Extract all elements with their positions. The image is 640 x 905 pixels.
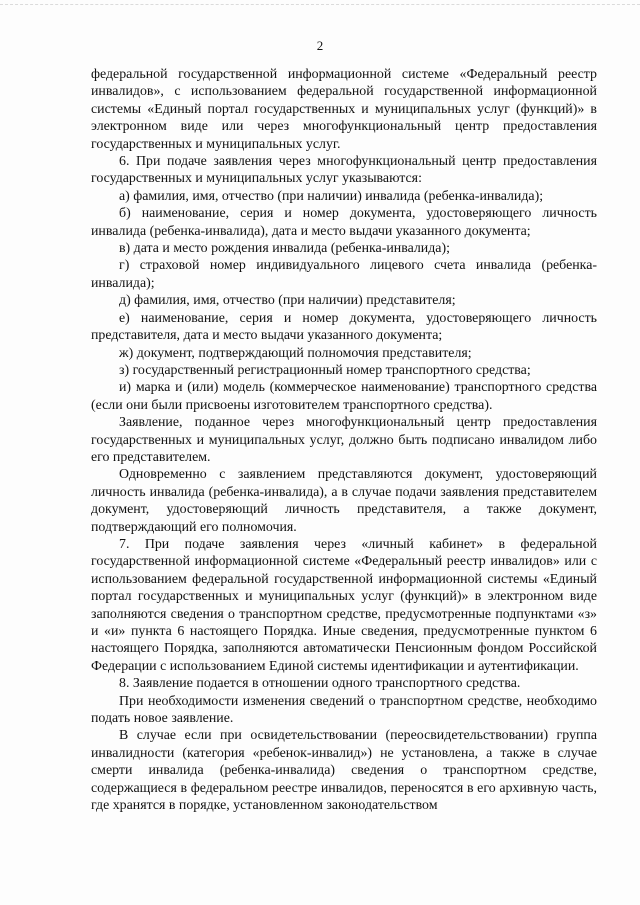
- paragraph-signature-rule: Заявление, поданное через многофункциональный центр предоставления государственных и муниципальных услуг, должно быть подписано инвалидом либо его представителем.: [91, 415, 597, 465]
- paragraph-subitem-g: г) страховой номер индивидуального лицевого счета инвалида (ребенка-инвалида);: [91, 258, 597, 291]
- paragraph-subitem-zh: ж) документ, подтверждающий полномочия представителя;: [119, 345, 472, 361]
- paragraph-subitem-b: б) наименование, серия и номер документа, удостоверяющего личность инвалида (ребенка-инвалида), дата и место выдачи указанного документа;: [91, 206, 597, 239]
- paragraph-subitem-a: а) фамилия, имя, отчество (при наличии) инвалида (ребенка-инвалида);: [119, 188, 544, 204]
- scan-edge-line: [0, 4, 640, 6]
- paragraph-item-8: 8. Заявление подается в отношении одного транспортного средства.: [119, 676, 521, 692]
- paragraph-item-6: 6. При подаче заявления через многофункциональный центр предоставления государственных и муниципальных услуг указываются:: [91, 154, 597, 187]
- paragraph-item-7: 7. При подаче заявления через «личный кабинет» в федеральной государственной информационной системе «Федеральный реестр инвалидов» или с использованием федеральной государственной информационной системы «Единый портал государственных и муниципальных услуг (функций)» в электронном виде заполняются сведения о транспортном средстве, предусмотренные подпунктами «з» и «и» пункта 6 настоящего Порядка. Иные сведения, предусмотренные пунктом 6 настоящего Порядка, заполняются автоматически Пенсионным фондом Российской Федерации с использованием Единой системы идентификации и аутентификации.: [91, 536, 597, 674]
- paragraph: федеральной государственной информационной системе «Федеральный реестр инвалидов», с использованием федеральной государственной информационной системы «Единый портал государственных и муниципальных услуг (функций)» в электронном виде или через многофункциональный центр предоставления государственных и муниципальных услуг.: [91, 67, 597, 152]
- paragraph-new-application: При необходимости изменения сведений о транспортном средстве, необходимо подать новое заявление.: [91, 693, 597, 727]
- paragraph-subitem-v: в) дата и место рождения инвалида (ребенка-инвалида);: [119, 241, 450, 257]
- paragraph-subitem-z: з) государственный регистрационный номер транспортного средства;: [119, 362, 531, 378]
- paragraph-archive-rule: В случае если при освидетельствовании (переосвидетельствовании) группа инвалидности (категория «ребенок-инвалид») не установлена, а также в случае смерти инвалида (ребенка-инвалида) сведения о транспортном средстве, содержащиеся в федеральном реестре инвалидов, переносятся в его архивную часть, где хранятся в порядке, установленном законодательством: [91, 728, 597, 814]
- paragraph-documents-rule: Одновременно с заявлением представляются документ, удостоверяющий личность инвалида (ребенка-инвалида), а в случае подачи заявления представителем документ, удостоверяющий личность представителя, а также документ, подтверждающий его полномочия.: [91, 467, 597, 535]
- page-number: 2: [316, 38, 324, 53]
- paragraph-subitem-i: и) марка и (или) модель (коммерческое наименование) транспортного средства (если они были присвоены изготовителем транспортного средства).: [91, 380, 597, 413]
- paragraph-subitem-d: д) фамилия, имя, отчество (при наличии) представителя;: [119, 293, 456, 309]
- paragraph-subitem-e: е) наименование, серия и номер документа, удостоверяющего личность представителя, дата и место выдачи указанного документа;: [91, 310, 597, 344]
- document-body: [91, 66, 597, 814]
